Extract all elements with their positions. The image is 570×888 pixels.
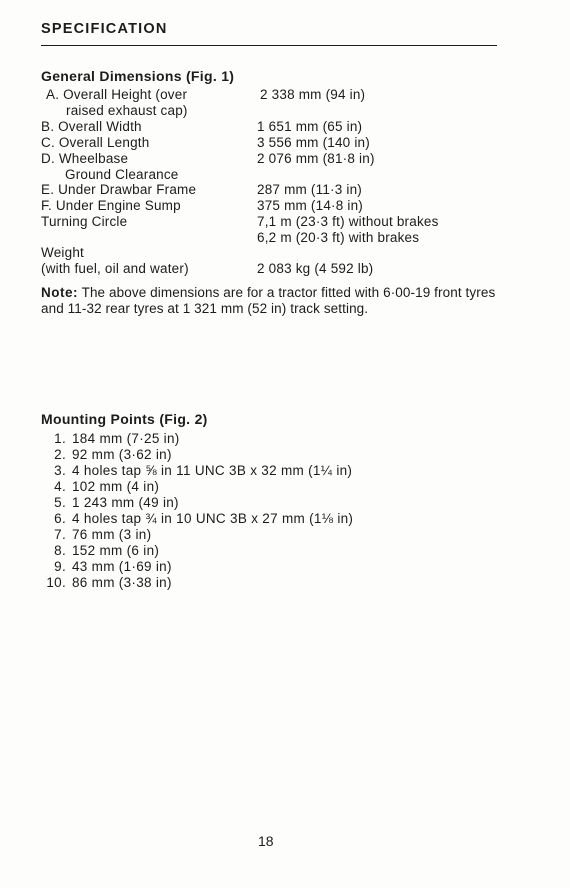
dim-value: 1 651 mm (65 in) bbox=[257, 119, 363, 134]
dim-label: B. Overall Width bbox=[41, 119, 142, 134]
dim-value: 2 083 kg (4 592 lb) bbox=[257, 261, 374, 276]
note-text: The above dimensions are for a tractor fitted with 6·00-19 front tyres and 11-32 rear tyres at 1 321 mm (52 in) track setting. bbox=[41, 285, 496, 316]
mounting-points-title: Mounting Points (Fig. 2) bbox=[41, 411, 208, 427]
note-label: Note: bbox=[41, 285, 78, 300]
dim-label: Weight bbox=[41, 245, 84, 260]
dim-value: 2 338 mm (94 in) bbox=[260, 87, 366, 102]
item-text: 86 mm (3·38 in) bbox=[72, 575, 172, 590]
dim-label: C. Overall Length bbox=[41, 135, 150, 150]
dim-label: Turning Circle bbox=[41, 214, 128, 229]
note-paragraph bbox=[41, 285, 501, 317]
dim-value: 3 556 mm (140 in) bbox=[257, 135, 370, 150]
dim-label: E. Under Drawbar Frame bbox=[41, 182, 197, 197]
item-text: 4 holes tap ⅝ in 11 UNC 3B x 32 mm (1¼ in) bbox=[72, 463, 353, 478]
item-number: 1. bbox=[54, 431, 66, 446]
item-number: 3. bbox=[54, 463, 66, 478]
page-number: 18 bbox=[258, 833, 274, 849]
header-rule bbox=[41, 45, 497, 46]
dim-value: 375 mm (14·8 in) bbox=[257, 198, 363, 213]
item-number: 8. bbox=[54, 543, 66, 558]
dim-value: 6,2 m (20·3 ft) with brakes bbox=[257, 230, 420, 245]
item-text: 43 mm (1·69 in) bbox=[72, 559, 172, 574]
item-number: 4. bbox=[54, 479, 66, 494]
dim-value: 287 mm (11·3 in) bbox=[257, 182, 362, 197]
item-text: 4 holes tap ¾ in 10 UNC 3B x 27 mm (1⅛ in) bbox=[72, 511, 354, 526]
item-text: 92 mm (3·62 in) bbox=[72, 447, 172, 462]
item-text: 152 mm (6 in) bbox=[72, 543, 160, 558]
dim-value: 7,1 m (23·3 ft) without brakes bbox=[257, 214, 439, 229]
dim-label: (with fuel, oil and water) bbox=[41, 261, 189, 276]
dim-label: raised exhaust cap) bbox=[66, 103, 188, 118]
dim-value: 2 076 mm (81·8 in) bbox=[257, 151, 375, 166]
item-number: 9. bbox=[54, 559, 66, 574]
item-text: 76 mm (3 in) bbox=[72, 527, 152, 542]
page-header: SPECIFICATION bbox=[41, 21, 168, 37]
item-text: 102 mm (4 in) bbox=[72, 479, 160, 494]
item-text: 1 243 mm (49 in) bbox=[72, 495, 179, 510]
general-dimensions-title: General Dimensions (Fig. 1) bbox=[41, 68, 235, 84]
item-number: 2. bbox=[54, 447, 66, 462]
item-number: 10. bbox=[46, 575, 66, 590]
dim-label: D. Wheelbase bbox=[41, 151, 129, 166]
item-text: 184 mm (7·25 in) bbox=[72, 431, 180, 446]
item-number: 6. bbox=[54, 511, 66, 526]
dim-label: A. Overall Height (over bbox=[46, 87, 188, 102]
item-number: 5. bbox=[54, 495, 66, 510]
dim-label: F. Under Engine Sump bbox=[41, 198, 181, 213]
dim-label: Ground Clearance bbox=[65, 167, 179, 182]
item-number: 7. bbox=[54, 527, 66, 542]
